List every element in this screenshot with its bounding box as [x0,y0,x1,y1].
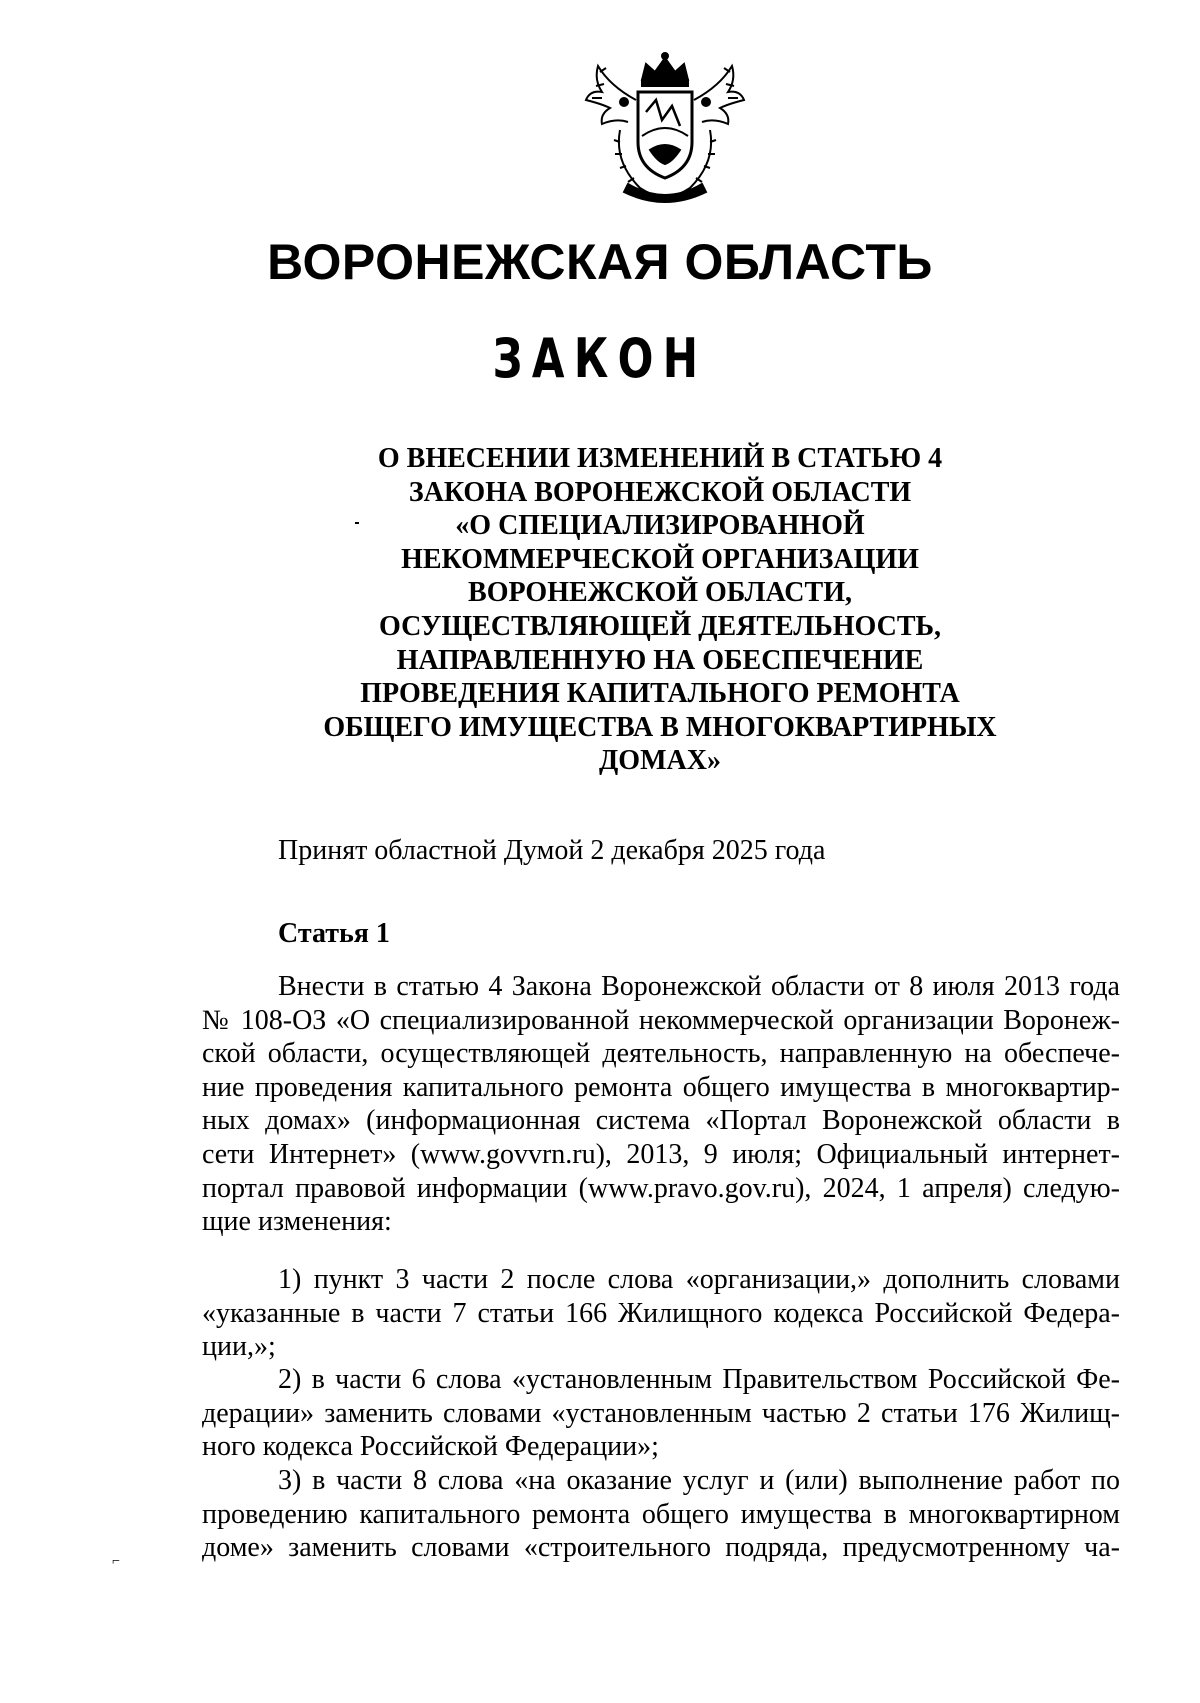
law-title-line: ВОРОНЕЖСКОЙ ОБЛАСТИ, [468,577,852,609]
article-intro-paragraph [202,970,1120,1239]
law-title-line: НЕКОММЕРЧЕСКОЙ ОРГАНИЗАЦИИ [401,543,919,575]
paragraph-line: ного кодекса Российской Федерации»; [202,1431,659,1463]
law-title-line: ОБЩЕГО ИМУЩЕСТВА В МНОГОКВАРТИРНЫХ [323,711,997,743]
law-title-line: «О СПЕЦИАЛИЗИРОВАННОЙ [455,510,865,542]
law-title-line: ОСУЩЕСТВЛЯЮЩЕЙ ДЕЯТЕЛЬНОСТЬ, [378,610,942,642]
law-title-line: О ВНЕСЕНИИ ИЗМЕНЕНИЙ В СТАТЬЮ 4 [377,443,943,474]
paragraph-line: ской области, осуществляющей деятельность, направленную на обеспече- [202,1038,1120,1070]
paragraph-line: 3) в части 8 слова «на оказание услуг и (или) выполнение работ по [278,1465,1120,1496]
law-title [300,442,1020,778]
paragraph-line: № 108-ОЗ «О специализированной некоммерческой организации Воронеж- [202,1004,1120,1036]
law-title-line: НАПРАВЛЕННУЮ НА ОБЕСПЕЧЕНИЕ [396,644,924,676]
adoption-note: Принят областной Думой 2 декабря 2025 года [278,835,826,866]
amendment-item-1 [202,1263,1120,1364]
paragraph-line: щие изменения: [202,1206,392,1238]
law-title-line: ДОМАХ» [599,745,721,777]
paragraph-line: ние проведения капитального ремонта общего имущества в многоквартир- [202,1071,1120,1103]
law-title-line: ПРОВЕДЕНИЯ КАПИТАЛЬНОГО РЕМОНТА [360,678,960,710]
scan-artifact-dash [355,522,359,524]
paragraph-line: ции,»; [202,1331,276,1363]
paragraph-line: сети Интернет» (www.govvrn.ru), 2013, 9 июля; Официальный интернет- [202,1138,1120,1170]
paragraph-line: проведению капитального ремонта общего имущества в многоквартирном [202,1498,1120,1530]
law-title-line: ЗАКОНА ВОРОНЕЖСКОЙ ОБЛАСТИ [408,476,912,508]
document-type: ЗАКОН [492,327,708,390]
scan-artifact-mark: ⌐ [112,1554,120,1569]
article-heading: Статья 1 [278,918,390,949]
paragraph-line: ных домах» (информационная система «Портал Воронежской области в [202,1105,1120,1137]
paragraph-line: дерации» заменить словами «установленным частью 2 статьи 176 Жилищ- [202,1397,1120,1429]
amendment-item-3 [202,1464,1120,1565]
paragraph-line: портал правовой информации (www.pravo.gov.ru), 2024, 1 апреля) следую- [202,1172,1120,1204]
paragraph-line: Внести в статью 4 Закона Воронежской области от 8 июля 2013 года [278,971,1120,1002]
paragraph-line: «указанные в части 7 статьи 166 Жилищного кодекса Российской Федера- [202,1297,1120,1329]
paragraph-line: 2) в части 6 слова «установленным Правительством Российской Фе- [278,1364,1120,1395]
paragraph-line: 1) пункт 3 части 2 после слова «организации,» дополнить словами [278,1264,1120,1295]
region-title: ВОРОНЕЖСКАЯ ОБЛАСТЬ [267,234,933,290]
amendment-item-2 [202,1363,1120,1464]
paragraph-line: доме» заменить словами «строительного подряда, предусмотренному ча- [202,1532,1120,1564]
coat-of-arms-icon [580,50,750,210]
